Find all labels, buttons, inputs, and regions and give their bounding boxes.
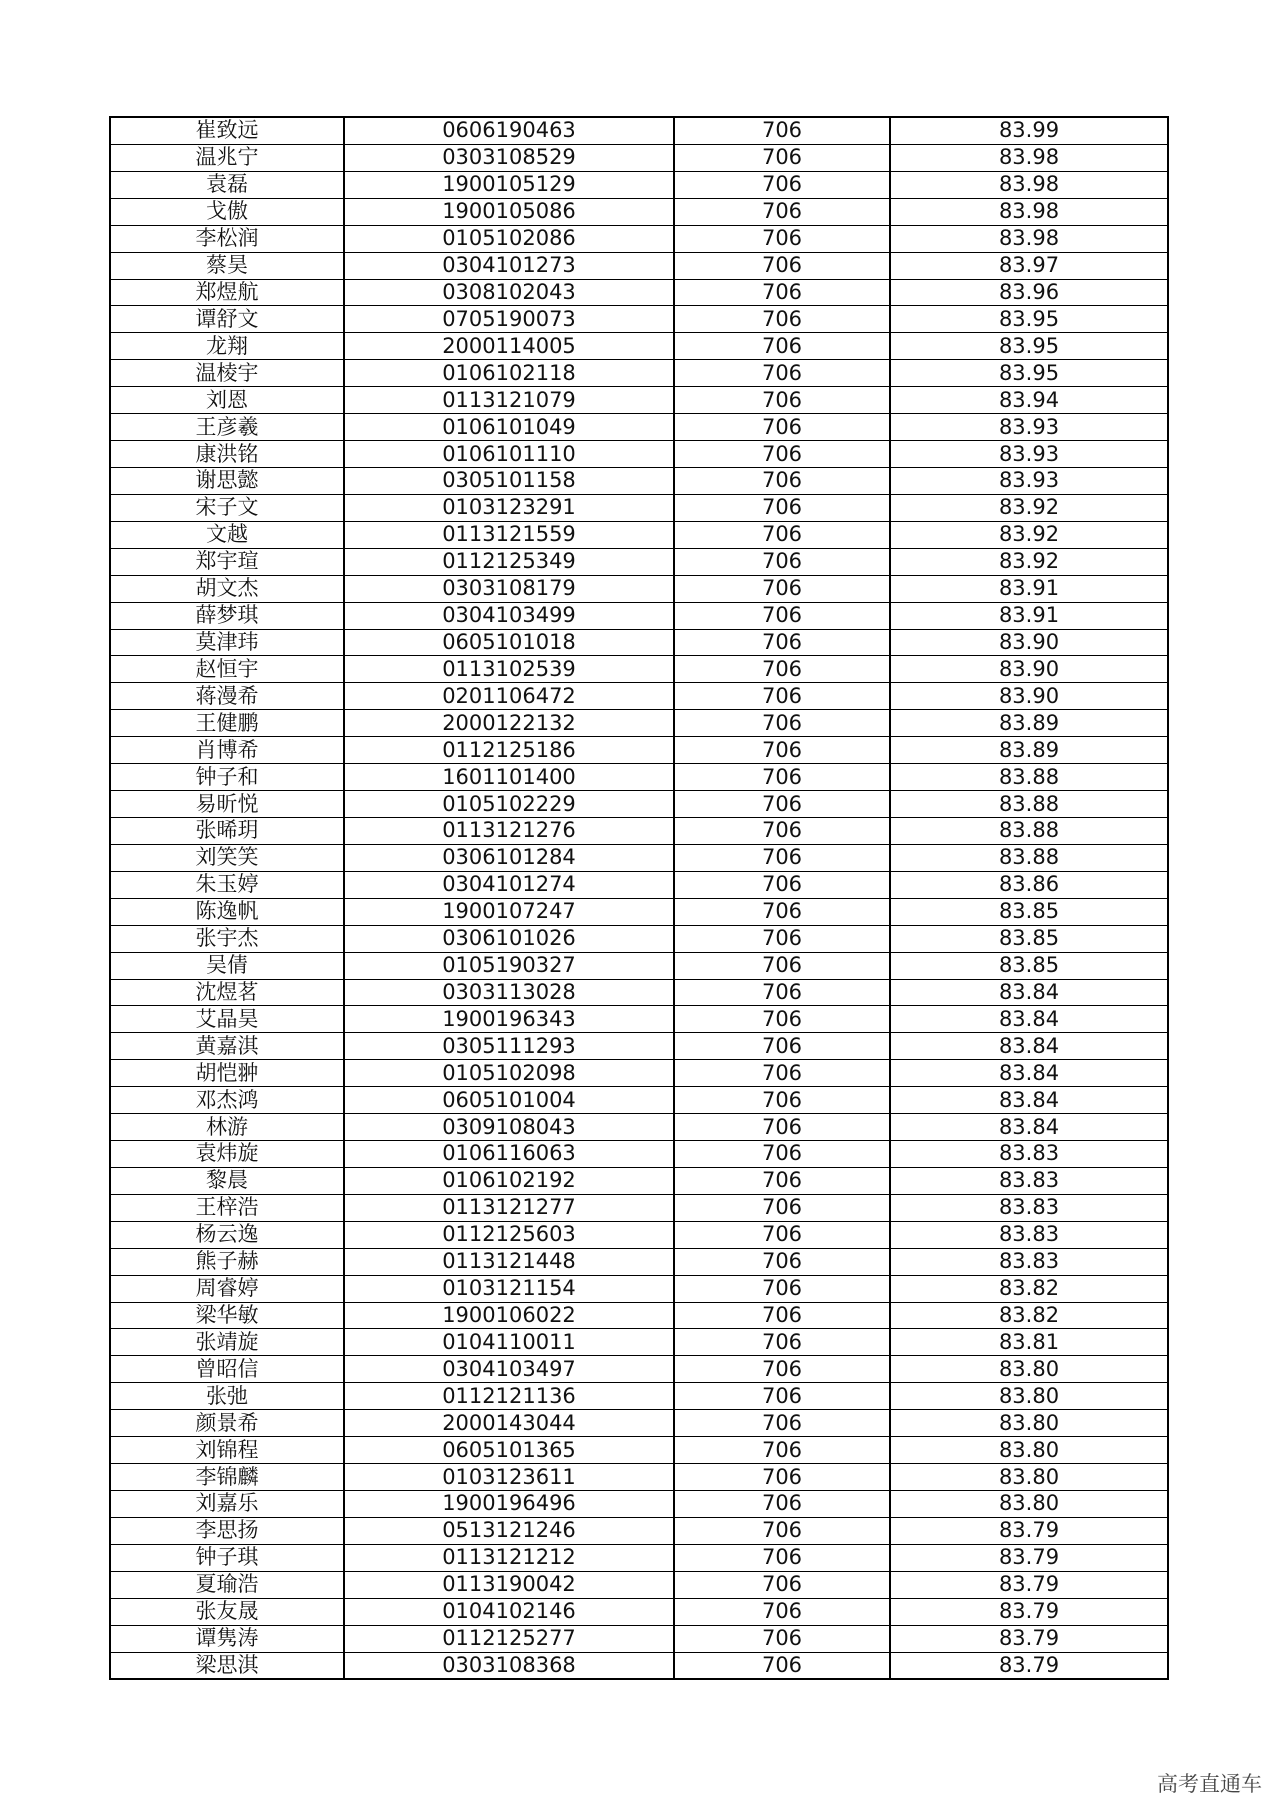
student-name-cell: 肖博希 (110, 737, 344, 764)
school-code-cell: 706 (674, 467, 890, 494)
exam-id-cell: 0606190463 (344, 117, 674, 144)
score-cell: 83.88 (890, 764, 1168, 791)
exam-id-cell: 0605101004 (344, 1087, 674, 1114)
score-cell: 83.88 (890, 817, 1168, 844)
exam-id-cell: 0106101049 (344, 414, 674, 441)
exam-id-cell: 2000143044 (344, 1410, 674, 1437)
table-row (110, 1517, 1168, 1544)
table-row (110, 521, 1168, 548)
table-row (110, 1033, 1168, 1060)
school-code-cell: 706 (674, 521, 890, 548)
table-row (110, 1491, 1168, 1518)
table-row (110, 817, 1168, 844)
table-row (110, 1302, 1168, 1329)
student-name-cell: 郑宇瑄 (110, 548, 344, 575)
school-code-cell: 706 (674, 1571, 890, 1598)
school-code-cell: 706 (674, 1517, 890, 1544)
score-cell: 83.97 (890, 252, 1168, 279)
score-cell: 83.82 (890, 1275, 1168, 1302)
exam-id-cell: 0112125186 (344, 737, 674, 764)
student-name-cell: 刘锦程 (110, 1437, 344, 1464)
exam-id-cell: 0303108529 (344, 144, 674, 171)
student-name-cell: 李锦麟 (110, 1464, 344, 1491)
score-cell: 83.83 (890, 1194, 1168, 1221)
school-code-cell: 706 (674, 764, 890, 791)
school-code-cell: 706 (674, 1491, 890, 1518)
exam-id-cell: 0605101018 (344, 629, 674, 656)
table-row (110, 1410, 1168, 1437)
student-name-cell: 张晞玥 (110, 817, 344, 844)
school-code-cell: 706 (674, 1087, 890, 1114)
school-code-cell: 706 (674, 117, 890, 144)
score-cell: 83.98 (890, 144, 1168, 171)
school-code-cell: 706 (674, 602, 890, 629)
table-row (110, 602, 1168, 629)
exam-id-cell: 0103123291 (344, 494, 674, 521)
exam-id-cell: 0105102086 (344, 225, 674, 252)
student-name-cell: 熊子赫 (110, 1248, 344, 1275)
student-name-cell: 崔致远 (110, 117, 344, 144)
student-name-cell: 沈煜茗 (110, 979, 344, 1006)
table-row (110, 1275, 1168, 1302)
student-name-cell: 黎晨 (110, 1167, 344, 1194)
student-name-cell: 钟子琪 (110, 1544, 344, 1571)
score-cell: 83.93 (890, 414, 1168, 441)
exam-id-cell: 0106116063 (344, 1141, 674, 1168)
table-row (110, 198, 1168, 225)
school-code-cell: 706 (674, 1544, 890, 1571)
watermark-text: 高考直通车 (1157, 1772, 1262, 1796)
school-code-cell: 706 (674, 494, 890, 521)
exam-id-cell: 2000114005 (344, 333, 674, 360)
exam-id-cell: 0304101274 (344, 871, 674, 898)
student-name-cell: 王彦羲 (110, 414, 344, 441)
table-row (110, 791, 1168, 818)
table-row (110, 360, 1168, 387)
school-code-cell: 706 (674, 844, 890, 871)
score-table (109, 116, 1169, 1680)
school-code-cell: 706 (674, 1302, 890, 1329)
school-code-cell: 706 (674, 360, 890, 387)
school-code-cell: 706 (674, 279, 890, 306)
table-row (110, 548, 1168, 575)
student-name-cell: 艾晶昊 (110, 1006, 344, 1033)
student-name-cell: 杨云逸 (110, 1221, 344, 1248)
table-row (110, 1329, 1168, 1356)
exam-id-cell: 0104110011 (344, 1329, 674, 1356)
school-code-cell: 706 (674, 1356, 890, 1383)
exam-id-cell: 0309108043 (344, 1114, 674, 1141)
table-row (110, 1141, 1168, 1168)
score-cell: 83.91 (890, 602, 1168, 629)
score-cell: 83.86 (890, 871, 1168, 898)
exam-id-cell: 0106102192 (344, 1167, 674, 1194)
school-code-cell: 706 (674, 683, 890, 710)
score-cell: 83.88 (890, 791, 1168, 818)
student-name-cell: 胡文杰 (110, 575, 344, 602)
school-code-cell: 706 (674, 548, 890, 575)
table-row (110, 1006, 1168, 1033)
score-cell: 83.79 (890, 1598, 1168, 1625)
score-cell: 83.90 (890, 629, 1168, 656)
exam-id-cell: 0306101026 (344, 925, 674, 952)
table-row (110, 1383, 1168, 1410)
exam-id-cell: 0106102118 (344, 360, 674, 387)
student-name-cell: 宋子文 (110, 494, 344, 521)
score-cell: 83.80 (890, 1383, 1168, 1410)
table-row (110, 279, 1168, 306)
score-cell: 83.83 (890, 1167, 1168, 1194)
student-name-cell: 张宇杰 (110, 925, 344, 952)
student-name-cell: 刘笑笑 (110, 844, 344, 871)
score-cell: 83.93 (890, 441, 1168, 468)
table-row (110, 1437, 1168, 1464)
score-cell: 83.88 (890, 844, 1168, 871)
exam-id-cell: 0305101158 (344, 467, 674, 494)
exam-id-cell: 0303108179 (344, 575, 674, 602)
score-cell: 83.99 (890, 117, 1168, 144)
exam-id-cell: 1900196343 (344, 1006, 674, 1033)
score-cell: 83.83 (890, 1248, 1168, 1275)
student-name-cell: 李思扬 (110, 1517, 344, 1544)
exam-id-cell: 1900105129 (344, 171, 674, 198)
school-code-cell: 706 (674, 979, 890, 1006)
exam-id-cell: 0306101284 (344, 844, 674, 871)
score-cell: 83.98 (890, 171, 1168, 198)
school-code-cell: 706 (674, 791, 890, 818)
school-code-cell: 706 (674, 414, 890, 441)
exam-id-cell: 0201106472 (344, 683, 674, 710)
student-name-cell: 莫津玮 (110, 629, 344, 656)
exam-id-cell: 0113121212 (344, 1544, 674, 1571)
table-row (110, 629, 1168, 656)
score-cell: 83.80 (890, 1437, 1168, 1464)
score-cell: 83.95 (890, 360, 1168, 387)
school-code-cell: 706 (674, 1141, 890, 1168)
student-name-cell: 钟子和 (110, 764, 344, 791)
school-code-cell: 706 (674, 1464, 890, 1491)
school-code-cell: 706 (674, 656, 890, 683)
exam-id-cell: 2000122132 (344, 710, 674, 737)
exam-id-cell: 0103123611 (344, 1464, 674, 1491)
student-name-cell: 朱玉婷 (110, 871, 344, 898)
exam-id-cell: 0513121246 (344, 1517, 674, 1544)
exam-id-cell: 1900106022 (344, 1302, 674, 1329)
school-code-cell: 706 (674, 1194, 890, 1221)
score-cell: 83.83 (890, 1221, 1168, 1248)
score-table-body (110, 117, 1168, 1679)
student-name-cell: 刘嘉乐 (110, 1491, 344, 1518)
student-name-cell: 易昕悦 (110, 791, 344, 818)
table-row (110, 306, 1168, 333)
student-name-cell: 郑煜航 (110, 279, 344, 306)
school-code-cell: 706 (674, 225, 890, 252)
exam-id-cell: 0113121276 (344, 817, 674, 844)
student-name-cell: 谭舒文 (110, 306, 344, 333)
table-row (110, 979, 1168, 1006)
student-name-cell: 龙翔 (110, 333, 344, 360)
school-code-cell: 706 (674, 252, 890, 279)
table-row (110, 333, 1168, 360)
exam-id-cell: 0113121277 (344, 1194, 674, 1221)
exam-id-cell: 0106101110 (344, 441, 674, 468)
school-code-cell: 706 (674, 1410, 890, 1437)
exam-id-cell: 0305111293 (344, 1033, 674, 1060)
exam-id-cell: 0705190073 (344, 306, 674, 333)
school-code-cell: 706 (674, 1598, 890, 1625)
score-cell: 83.85 (890, 898, 1168, 925)
table-row (110, 117, 1168, 144)
table-row (110, 414, 1168, 441)
table-row (110, 656, 1168, 683)
table-row (110, 952, 1168, 979)
school-code-cell: 706 (674, 333, 890, 360)
student-name-cell: 吴倩 (110, 952, 344, 979)
school-code-cell: 706 (674, 952, 890, 979)
school-code-cell: 706 (674, 1652, 890, 1679)
score-cell: 83.90 (890, 656, 1168, 683)
score-cell: 83.83 (890, 1141, 1168, 1168)
score-cell: 83.79 (890, 1652, 1168, 1679)
table-row (110, 467, 1168, 494)
exam-id-cell: 0105190327 (344, 952, 674, 979)
student-name-cell: 王梓浩 (110, 1194, 344, 1221)
school-code-cell: 706 (674, 575, 890, 602)
score-cell: 83.85 (890, 925, 1168, 952)
school-code-cell: 706 (674, 1383, 890, 1410)
student-name-cell: 袁炜旋 (110, 1141, 344, 1168)
table-row (110, 1248, 1168, 1275)
table-row (110, 1598, 1168, 1625)
score-cell: 83.98 (890, 225, 1168, 252)
school-code-cell: 706 (674, 629, 890, 656)
score-cell: 83.92 (890, 494, 1168, 521)
school-code-cell: 706 (674, 1167, 890, 1194)
score-cell: 83.84 (890, 1060, 1168, 1087)
table-row (110, 1571, 1168, 1598)
exam-id-cell: 0308102043 (344, 279, 674, 306)
table-row (110, 252, 1168, 279)
exam-id-cell: 0303108368 (344, 1652, 674, 1679)
school-code-cell: 706 (674, 710, 890, 737)
table-row (110, 387, 1168, 414)
exam-id-cell: 0304101273 (344, 252, 674, 279)
table-row (110, 171, 1168, 198)
school-code-cell: 706 (674, 1221, 890, 1248)
exam-id-cell: 0605101365 (344, 1437, 674, 1464)
score-cell: 83.98 (890, 198, 1168, 225)
school-code-cell: 706 (674, 925, 890, 952)
table-row (110, 1194, 1168, 1221)
student-name-cell: 温棱宇 (110, 360, 344, 387)
school-code-cell: 706 (674, 1006, 890, 1033)
student-name-cell: 李松润 (110, 225, 344, 252)
table-row (110, 683, 1168, 710)
student-name-cell: 刘恩 (110, 387, 344, 414)
school-code-cell: 706 (674, 441, 890, 468)
score-cell: 83.80 (890, 1491, 1168, 1518)
score-cell: 83.92 (890, 521, 1168, 548)
table-row (110, 764, 1168, 791)
table-row (110, 494, 1168, 521)
exam-id-cell: 0304103497 (344, 1356, 674, 1383)
student-name-cell: 梁华敏 (110, 1302, 344, 1329)
student-name-cell: 薛梦琪 (110, 602, 344, 629)
score-cell: 83.79 (890, 1517, 1168, 1544)
score-cell: 83.80 (890, 1410, 1168, 1437)
exam-id-cell: 0304103499 (344, 602, 674, 629)
student-name-cell: 黄嘉淇 (110, 1033, 344, 1060)
student-name-cell: 夏瑜浩 (110, 1571, 344, 1598)
exam-id-cell: 0103121154 (344, 1275, 674, 1302)
school-code-cell: 706 (674, 898, 890, 925)
student-name-cell: 张弛 (110, 1383, 344, 1410)
table-row (110, 1652, 1168, 1679)
school-code-cell: 706 (674, 171, 890, 198)
score-cell: 83.84 (890, 979, 1168, 1006)
score-cell: 83.89 (890, 710, 1168, 737)
school-code-cell: 706 (674, 1033, 890, 1060)
student-name-cell: 胡恺翀 (110, 1060, 344, 1087)
student-name-cell: 邓杰鸿 (110, 1087, 344, 1114)
exam-id-cell: 0113121559 (344, 521, 674, 548)
score-cell: 83.84 (890, 1033, 1168, 1060)
score-cell: 83.85 (890, 952, 1168, 979)
table-row (110, 1087, 1168, 1114)
exam-id-cell: 0112125349 (344, 548, 674, 575)
school-code-cell: 706 (674, 198, 890, 225)
student-name-cell: 陈逸帆 (110, 898, 344, 925)
school-code-cell: 706 (674, 737, 890, 764)
exam-id-cell: 0104102146 (344, 1598, 674, 1625)
table-row (110, 1221, 1168, 1248)
score-cell: 83.94 (890, 387, 1168, 414)
exam-id-cell: 0105102229 (344, 791, 674, 818)
school-code-cell: 706 (674, 1625, 890, 1652)
score-cell: 83.95 (890, 306, 1168, 333)
school-code-cell: 706 (674, 306, 890, 333)
exam-id-cell: 0113102539 (344, 656, 674, 683)
table-row (110, 1060, 1168, 1087)
student-name-cell: 蒋漫希 (110, 683, 344, 710)
score-cell: 83.95 (890, 333, 1168, 360)
student-name-cell: 袁磊 (110, 171, 344, 198)
student-name-cell: 戈傲 (110, 198, 344, 225)
score-cell: 83.84 (890, 1006, 1168, 1033)
score-cell: 83.84 (890, 1114, 1168, 1141)
table-row (110, 737, 1168, 764)
school-code-cell: 706 (674, 1248, 890, 1275)
score-cell: 83.79 (890, 1544, 1168, 1571)
table-row (110, 1167, 1168, 1194)
exam-id-cell: 1900107247 (344, 898, 674, 925)
exam-id-cell: 1900105086 (344, 198, 674, 225)
score-cell: 83.81 (890, 1329, 1168, 1356)
table-row (110, 441, 1168, 468)
student-name-cell: 梁思淇 (110, 1652, 344, 1679)
score-cell: 83.82 (890, 1302, 1168, 1329)
table-row (110, 144, 1168, 171)
exam-id-cell: 1900196496 (344, 1491, 674, 1518)
table-row (110, 1464, 1168, 1491)
school-code-cell: 706 (674, 1275, 890, 1302)
exam-id-cell: 0113121448 (344, 1248, 674, 1275)
table-row (110, 871, 1168, 898)
student-name-cell: 谢思懿 (110, 467, 344, 494)
student-name-cell: 康洪铭 (110, 441, 344, 468)
school-code-cell: 706 (674, 871, 890, 898)
school-code-cell: 706 (674, 144, 890, 171)
student-name-cell: 谭隽涛 (110, 1625, 344, 1652)
table-row (110, 925, 1168, 952)
exam-id-cell: 0112125603 (344, 1221, 674, 1248)
student-name-cell: 颜景希 (110, 1410, 344, 1437)
student-name-cell: 张友晟 (110, 1598, 344, 1625)
exam-id-cell: 0112121136 (344, 1383, 674, 1410)
score-cell: 83.80 (890, 1356, 1168, 1383)
exam-id-cell: 1601101400 (344, 764, 674, 791)
exam-id-cell: 0113190042 (344, 1571, 674, 1598)
score-cell: 83.92 (890, 548, 1168, 575)
school-code-cell: 706 (674, 1114, 890, 1141)
student-name-cell: 王健鹏 (110, 710, 344, 737)
exam-id-cell: 0112125277 (344, 1625, 674, 1652)
student-name-cell: 周睿婷 (110, 1275, 344, 1302)
student-name-cell: 蔡昊 (110, 252, 344, 279)
student-name-cell: 温兆宁 (110, 144, 344, 171)
table-row (110, 1356, 1168, 1383)
exam-id-cell: 0105102098 (344, 1060, 674, 1087)
student-name-cell: 赵恒宇 (110, 656, 344, 683)
school-code-cell: 706 (674, 1437, 890, 1464)
student-name-cell: 文越 (110, 521, 344, 548)
table-row (110, 225, 1168, 252)
table-row (110, 1625, 1168, 1652)
table-row (110, 844, 1168, 871)
school-code-cell: 706 (674, 387, 890, 414)
table-row (110, 575, 1168, 602)
table-row (110, 898, 1168, 925)
score-cell: 83.91 (890, 575, 1168, 602)
school-code-cell: 706 (674, 1329, 890, 1356)
school-code-cell: 706 (674, 817, 890, 844)
student-name-cell: 曾昭信 (110, 1356, 344, 1383)
score-cell: 83.79 (890, 1625, 1168, 1652)
student-name-cell: 张靖旋 (110, 1329, 344, 1356)
score-cell: 83.89 (890, 737, 1168, 764)
table-row (110, 710, 1168, 737)
student-name-cell: 林游 (110, 1114, 344, 1141)
score-cell: 83.93 (890, 467, 1168, 494)
score-cell: 83.90 (890, 683, 1168, 710)
table-row (110, 1114, 1168, 1141)
score-cell: 83.80 (890, 1464, 1168, 1491)
score-cell: 83.84 (890, 1087, 1168, 1114)
score-cell: 83.96 (890, 279, 1168, 306)
exam-id-cell: 0113121079 (344, 387, 674, 414)
exam-id-cell: 0303113028 (344, 979, 674, 1006)
score-cell: 83.79 (890, 1571, 1168, 1598)
table-row (110, 1544, 1168, 1571)
school-code-cell: 706 (674, 1060, 890, 1087)
